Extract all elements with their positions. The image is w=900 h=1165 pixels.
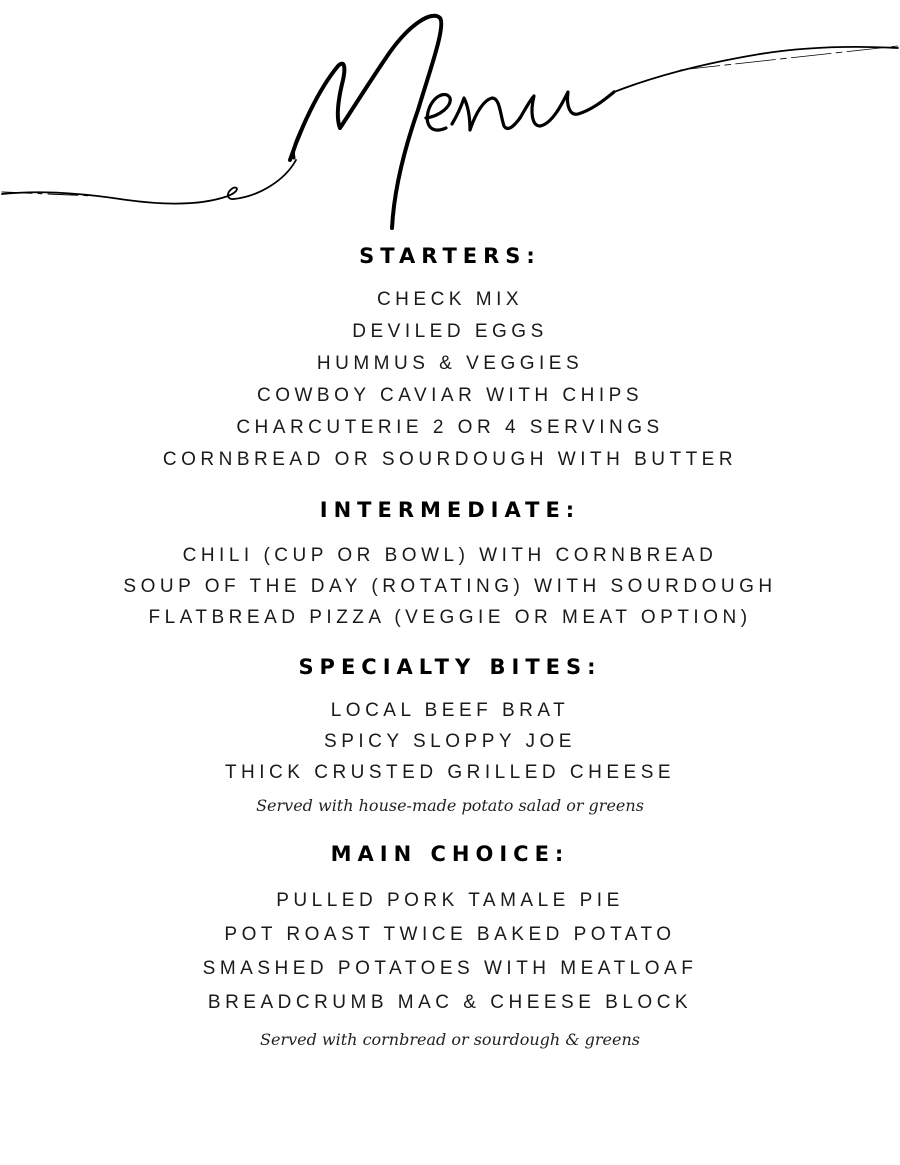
section-main-choice xyxy=(0,842,900,1060)
section-starters xyxy=(0,244,900,476)
menu-content xyxy=(0,244,900,1060)
menu-item: COWBOY CAVIAR WITH CHIPS xyxy=(257,385,643,406)
menu-item: SOUP OF THE DAY (ROTATING) WITH SOURDOUGH xyxy=(123,576,777,597)
section-note: Served with cornbread or sourdough & greens xyxy=(260,1030,640,1049)
menu-item: HUMMUS & VEGGIES xyxy=(316,353,584,374)
menu-script-logo xyxy=(0,0,900,240)
section-heading: MAIN CHOICE: xyxy=(330,842,570,866)
menu-item: CHARCUTERIE 2 OR 4 SERVINGS xyxy=(236,417,664,438)
menu-item: THICK CRUSTED GRILLED CHEESE xyxy=(224,762,676,783)
section-specialty-bites xyxy=(0,655,900,824)
menu-item: CHILI (CUP OR BOWL) WITH CORNBREAD xyxy=(182,545,718,566)
menu-item: DEVILED EGGS xyxy=(352,321,548,342)
menu-item: LOCAL BEEF BRAT xyxy=(330,700,570,721)
menu-item: CHECK MIX xyxy=(376,289,524,310)
menu-item: PULLED PORK TAMALE PIE xyxy=(276,890,624,911)
menu-item: SMASHED POTATOES WITH MEATLOAF xyxy=(202,958,698,979)
menu-item: CORNBREAD OR SOURDOUGH WITH BUTTER xyxy=(162,449,738,470)
menu-item: FLATBREAD PIZZA (VEGGIE OR MEAT OPTION) xyxy=(148,607,752,628)
section-heading: SPECIALTY BITES: xyxy=(298,655,602,679)
section-heading: STARTERS: xyxy=(359,244,541,268)
section-heading: INTERMEDIATE: xyxy=(319,498,581,522)
section-intermediate xyxy=(0,498,900,633)
menu-item: POT ROAST TWICE BAKED POTATO xyxy=(224,924,676,945)
menu-item: BREADCRUMB MAC & CHEESE BLOCK xyxy=(207,992,693,1013)
section-note: Served with house-made potato salad or greens xyxy=(256,796,644,815)
menu-item: SPICY SLOPPY JOE xyxy=(324,731,576,752)
